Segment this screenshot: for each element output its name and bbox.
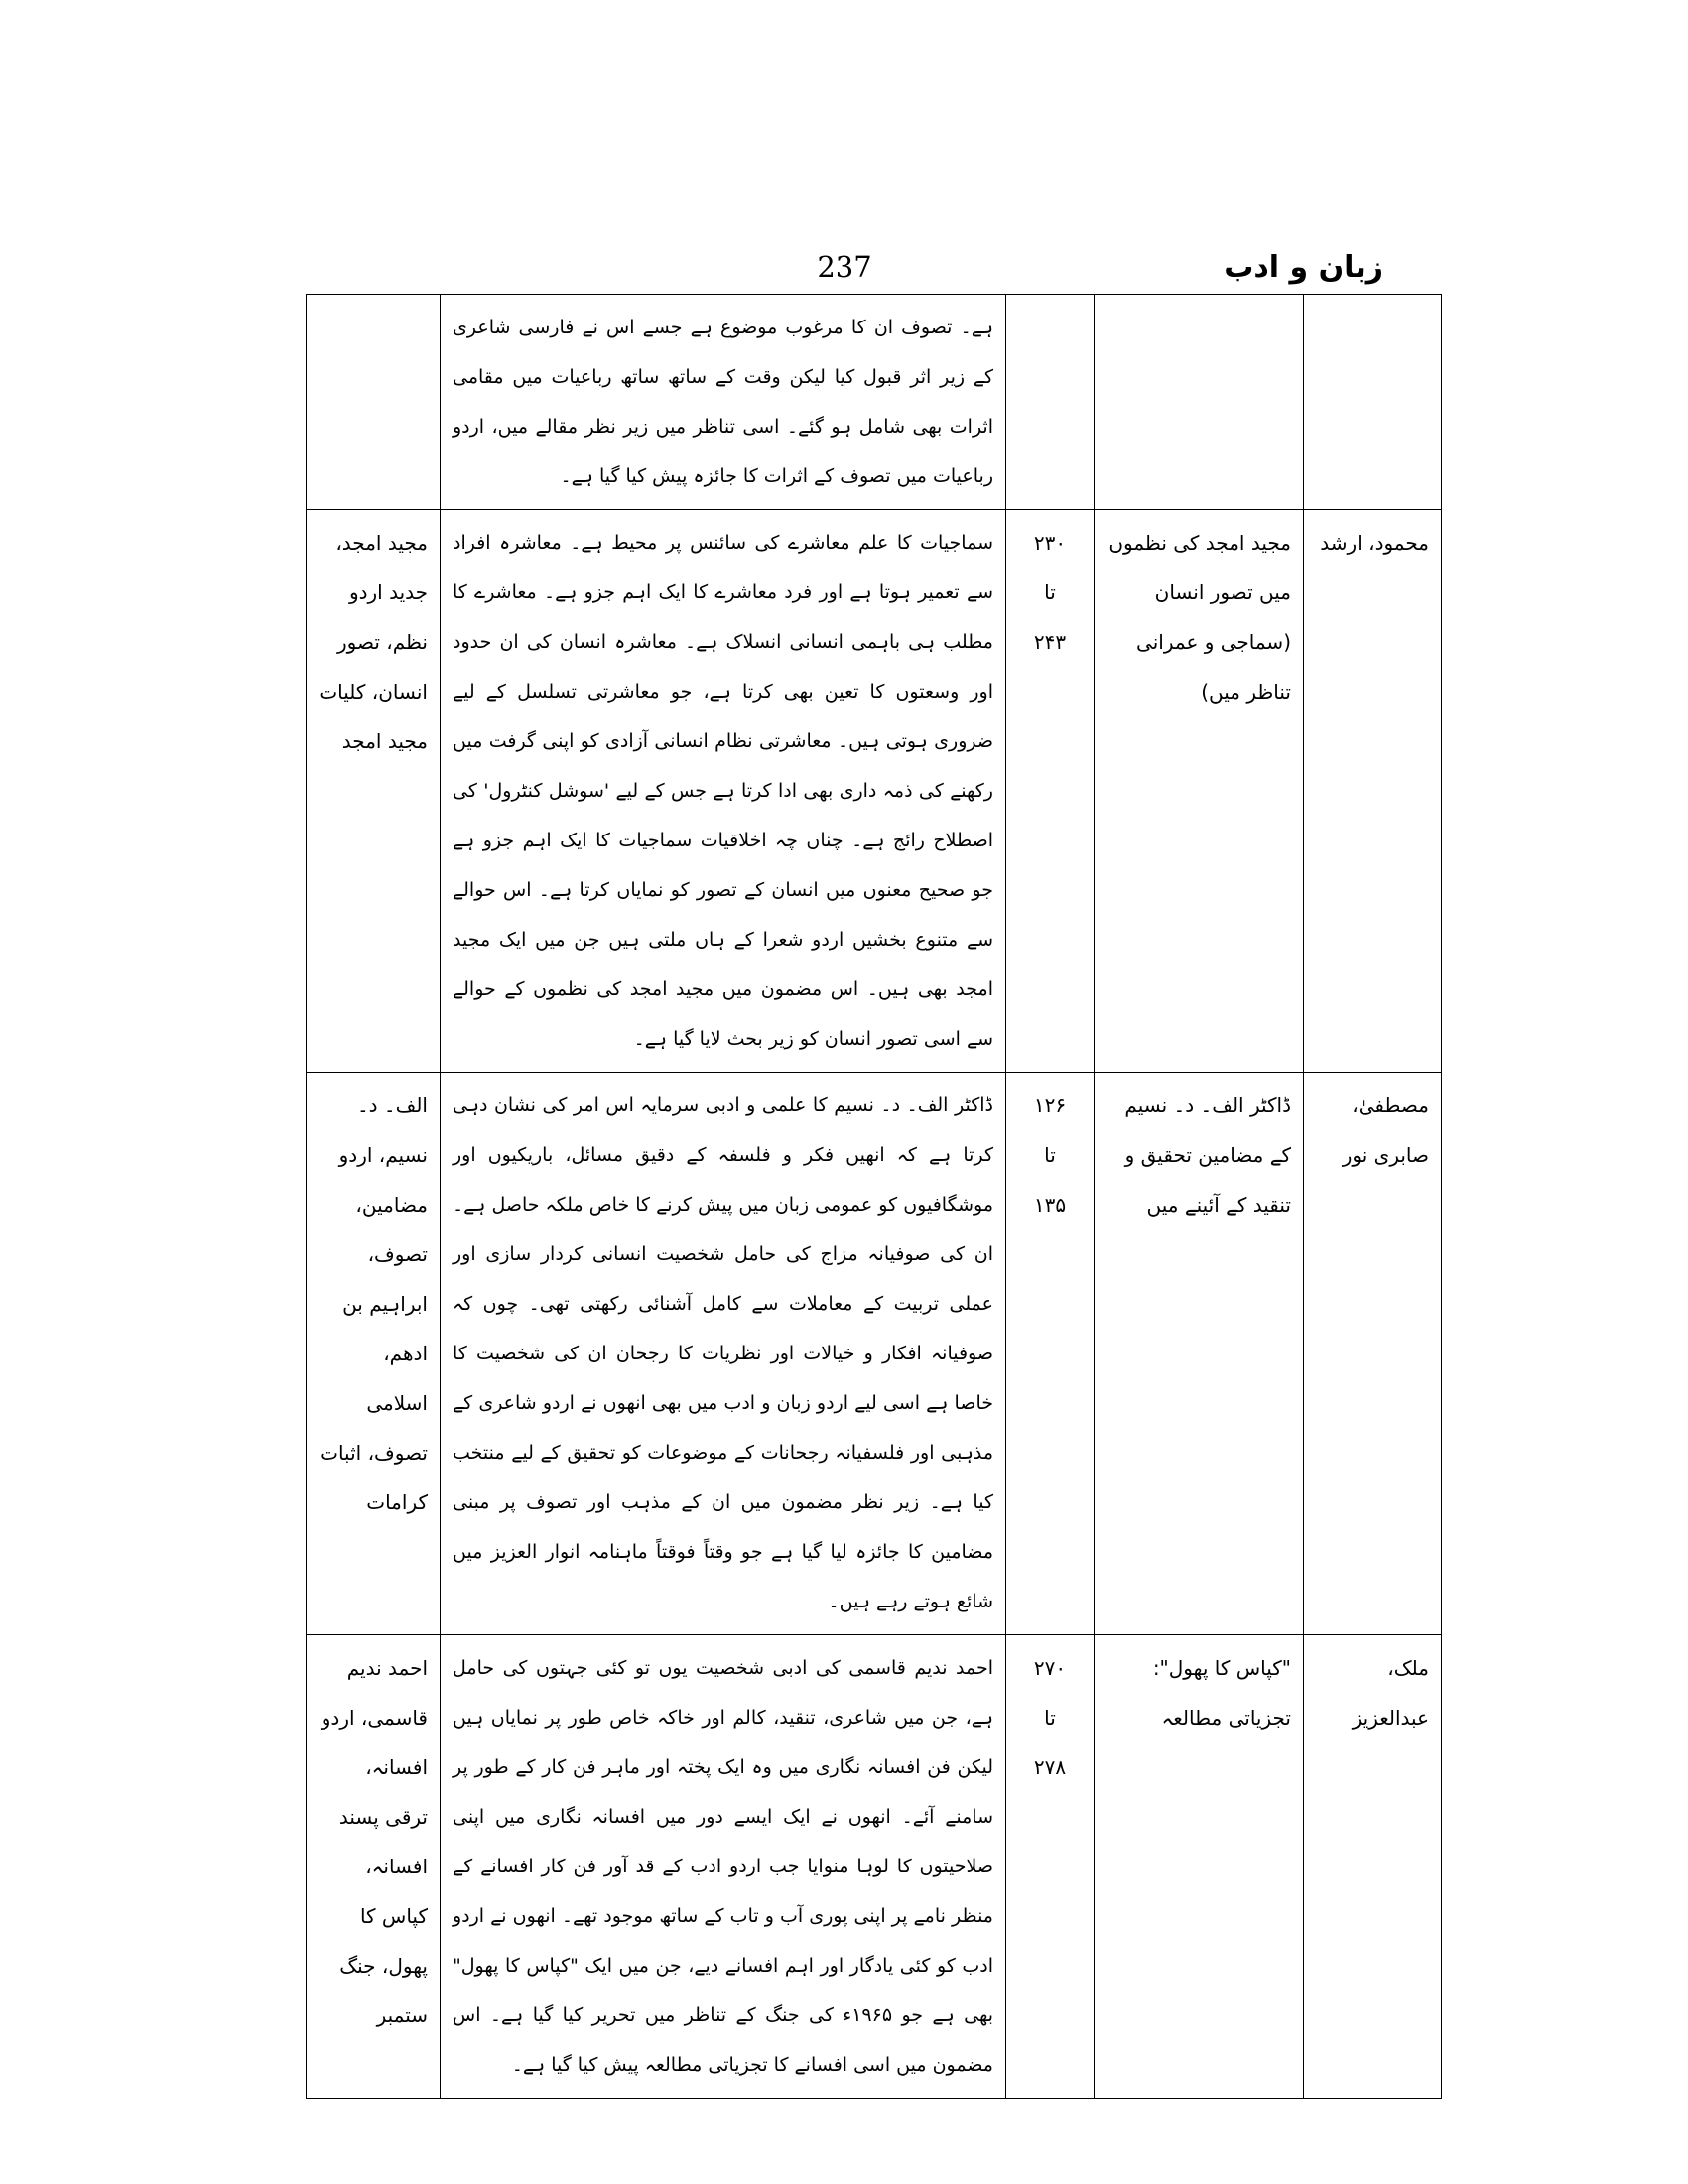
pages-to: ۱۳۵ <box>1033 1193 1067 1217</box>
keywords-cell: الف۔ د۔ نسیم، اردو مضامین، تصوف، ابراہیم بن ادھم، اسلامی تصوف، اثبات کرامات <box>307 1073 441 1635</box>
journal-title: زبان و ادب <box>1224 250 1383 285</box>
keywords-cell: مجید امجد، جدید اردو نظم، تصور انسان، کلیات مجید امجد <box>307 510 441 1073</box>
pages-from: ۱۲۶ <box>1033 1093 1067 1117</box>
table-row <box>307 1073 1442 1635</box>
pages-to: ۲۴۳ <box>1033 630 1067 654</box>
abstract-cell: ہے۔ تصوف ان کا مرغوب موضوع ہے جسے اس نے فارسی شاعری کے زیر اثر قبول کیا لیکن وقت کے ساتھ ساتھ رباعیات میں مقامی اثرات بھی شامل ہو گئے۔ اسی تناظر میں زیر نظر مقالے میں، اردو رباعیات میں تصوف کے اثرات کا جائزہ پیش کیا گیا ہے۔ <box>441 295 1006 510</box>
pages-to: ۲۷۸ <box>1033 1755 1067 1779</box>
title-cell <box>1095 295 1304 510</box>
pages-from: ۲۳۰ <box>1033 531 1067 555</box>
title-cell: "کپاس کا پھول": تجزیاتی مطالعہ <box>1095 1635 1304 2099</box>
author-cell: ملک، عبدالعزیز <box>1304 1635 1442 2099</box>
article-index-table <box>306 294 1442 2099</box>
page-number: 237 <box>817 250 872 284</box>
page-header <box>306 250 1383 296</box>
author-cell: مصطفیٰ، صابری نور <box>1304 1073 1442 1635</box>
title-cell: مجید امجد کی نظموں میں تصور انسان (سماجی و عمرانی تناظر میں) <box>1095 510 1304 1073</box>
pages-cell <box>1006 1635 1095 2099</box>
keywords-cell: احمد ندیم قاسمی، اردو افسانہ، ترقی پسند افسانہ، کپاس کا پھول، جنگ ستمبر <box>307 1635 441 2099</box>
pages-separator: تا <box>1044 1706 1056 1730</box>
pages-cell <box>1006 510 1095 1073</box>
author-cell <box>1304 295 1442 510</box>
keywords-cell <box>307 295 441 510</box>
author-cell: محمود، ارشد <box>1304 510 1442 1073</box>
abstract-cell: ڈاکٹر الف۔ د۔ نسیم کا علمی و ادبی سرمایہ اس امر کی نشان دہی کرتا ہے کہ انھیں فکر و فلسفہ کے دقیق مسائل، باریکیوں اور موشگافیوں کو عمومی زبان میں پیش کرنے کا خاص ملکہ حاصل ہے۔ ان کی صوفیانہ مزاج کی حامل شخصیت انسانی کردار سازی اور عملی تربیت کے معاملات سے کامل آشنائی رکھتی تھی۔ چوں کہ صوفیانہ افکار و خیالات اور نظریات کا رجحان ان کی شخصیت کا خاصا ہے اسی لیے اردو زبان و ادب میں بھی انھوں نے اردو شاعری کے مذہبی اور فلسفیانہ رجحانات کے موضوعات کو تحقیق کے لیے منتخب کیا ہے۔ زیر نظر مضمون میں ان کے مذہب اور تصوف پر مبنی مضامین کا جائزہ لیا گیا ہے جو وقتاً فوقتاً ماہنامہ انوار العزیز میں شائع ہوتے رہے ہیں۔ <box>441 1073 1006 1635</box>
pages-separator: تا <box>1044 1143 1056 1167</box>
table-row <box>307 295 1442 510</box>
pages-separator: تا <box>1044 580 1056 604</box>
pages-cell <box>1006 295 1095 510</box>
pages-from: ۲۷۰ <box>1033 1656 1067 1680</box>
abstract-cell: احمد ندیم قاسمی کی ادبی شخصیت یوں تو کئی جہتوں کی حامل ہے، جن میں شاعری، تنقید، کالم اور خاکہ خاص طور پر نمایاں ہیں لیکن فن افسانہ نگاری میں وہ ایک پختہ اور ماہر فن کار کے طور پر سامنے آئے۔ انھوں نے ایک ایسے دور میں افسانہ نگاری میں اپنی صلاحیتوں کا لوہا منوایا جب اردو ادب کے قد آور فن کار افسانے کے منظر نامے پر اپنی پوری آب و تاب کے ساتھ موجود تھے۔ انھوں نے اردو ادب کو کئی یادگار اور اہم افسانے دیے، جن میں ایک "کپاس کا پھول" بھی ہے جو ۱۹۶۵ء کی جنگ کے تناظر میں تحریر کیا گیا ہے۔ اس مضمون میں اسی افسانے کا تجزیاتی مطالعہ پیش کیا گیا ہے۔ <box>441 1635 1006 2099</box>
pages-cell <box>1006 1073 1095 1635</box>
abstract-cell: سماجیات کا علم معاشرے کی سائنس پر محیط ہے۔ معاشرہ افراد سے تعمیر ہوتا ہے اور فرد معاشرے کا ایک اہم جزو ہے۔ معاشرے کا مطلب ہی باہمی انسانی انسلاک ہے۔ معاشرہ انسان کی ان حدود اور وسعتوں کا تعین بھی کرتا ہے، جو معاشرتی تسلسل کے لیے ضروری ہوتی ہیں۔ معاشرتی نظام انسانی آزادی کو اپنی گرفت میں رکھنے کی ذمہ داری بھی ادا کرتا ہے جس کے لیے 'سوشل کنٹرول' کی اصطلاح رائج ہے۔ چناں چہ اخلاقیات سماجیات کا ایک اہم جزو ہے جو صحیح معنوں میں انسان کے تصور کو نمایاں کرتا ہے۔ اس حوالے سے متنوع بخشیں اردو شعرا کے ہاں ملتی ہیں جن میں ایک مجید امجد بھی ہیں۔ اس مضمون میں مجید امجد کی نظموں کے حوالے سے اسی تصور انسان کو زیر بحث لایا گیا ہے۔ <box>441 510 1006 1073</box>
table-row <box>307 510 1442 1073</box>
table-row <box>307 1635 1442 2099</box>
title-cell: ڈاکٹر الف۔ د۔ نسیم کے مضامین تحقیق و تنقید کے آئینے میں <box>1095 1073 1304 1635</box>
